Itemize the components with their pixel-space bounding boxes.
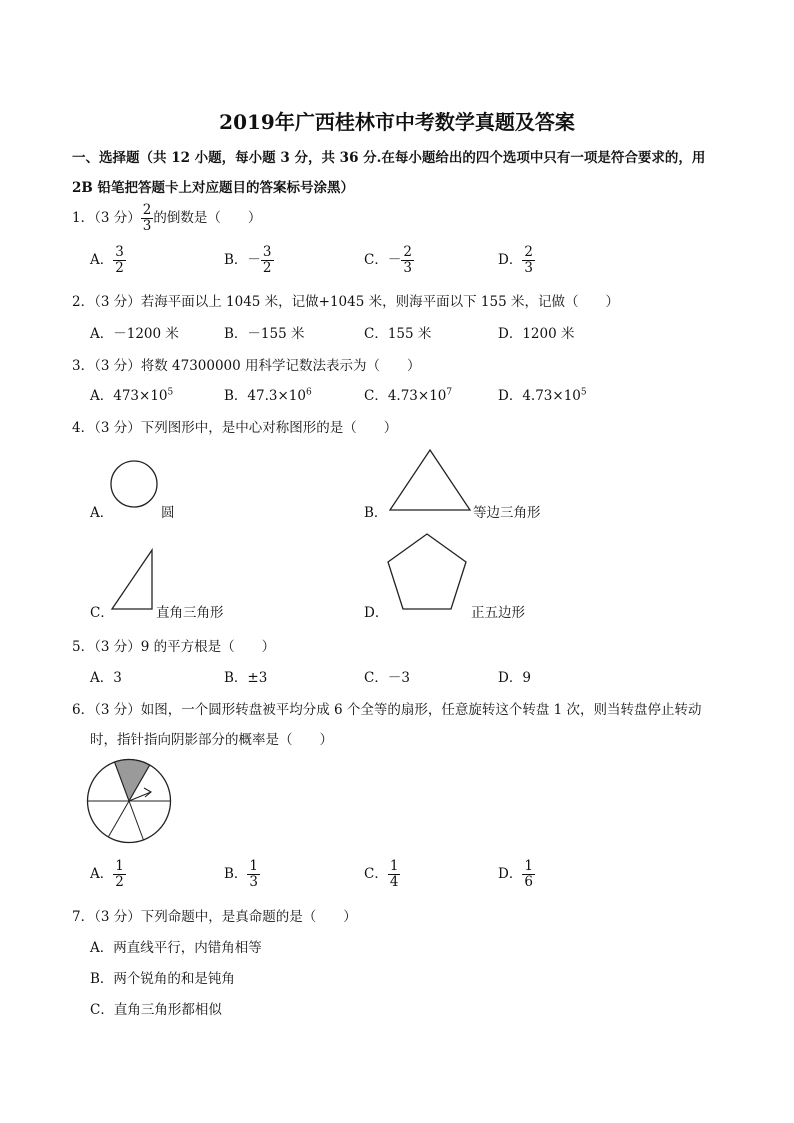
question-4-option-a-caption: 圆	[161, 505, 175, 521]
fraction-denominator: 2	[115, 873, 124, 890]
question-2-option-b[interactable]: B．－155 米	[224, 326, 305, 342]
question-3-option-d[interactable]	[498, 384, 587, 404]
question-6-option-a[interactable]	[90, 860, 126, 889]
question-3-option-b[interactable]	[224, 384, 312, 404]
fraction-numerator: 1	[389, 858, 399, 874]
option-label: C．	[364, 866, 388, 882]
fraction-denominator: 3	[403, 259, 412, 276]
option-label: A．	[90, 252, 114, 268]
fraction-denominator: 6	[524, 873, 533, 890]
question-1-option-c[interactable]	[364, 246, 414, 275]
fraction-numerator: 1	[524, 858, 533, 874]
question-6-option-d[interactable]	[498, 860, 535, 889]
question-6-line2: 时，指针指向阴影部分的概率是（ ）	[90, 732, 333, 748]
question-2: 2．（3 分）若海平面以上 1045 米，记做+1045 米，则海平面以下 155 米，记做（ ）	[72, 294, 619, 310]
fraction-numerator: 1	[115, 858, 124, 874]
option-label: B．	[224, 866, 248, 882]
regular-pentagon-figure	[386, 532, 468, 612]
fraction-numerator: 2	[403, 244, 412, 260]
option-label: C．4.73×10	[364, 388, 447, 404]
question-4-option-c-label[interactable]: C．	[90, 605, 114, 621]
question-1-option-a[interactable]	[90, 246, 126, 275]
question-2-option-a[interactable]: A．－1200 米	[90, 326, 179, 342]
question-1-prefix: 1．（3 分）	[72, 210, 141, 226]
option-sign: －	[387, 252, 402, 268]
circle-figure	[110, 460, 160, 510]
page-title: 2019年广西桂林市中考数学真题及答案	[219, 110, 575, 134]
question-5-option-a[interactable]: A．3	[90, 670, 122, 686]
fraction-denominator: 3	[142, 217, 152, 234]
option-label: A．473×10	[90, 388, 168, 404]
fraction-denominator: 4	[389, 873, 399, 890]
question-5-option-b[interactable]: B．±3	[224, 670, 268, 686]
option-label: B．	[224, 252, 248, 268]
question-4-option-a-label[interactable]: A．	[90, 505, 114, 521]
fraction-numerator: 2	[524, 244, 533, 260]
option-fraction	[522, 860, 535, 889]
section-heading-line2: 2B 铅笔把答题卡上对应题目的答案标号涂黑）	[72, 180, 355, 196]
fraction-numerator: 3	[115, 244, 124, 260]
equilateral-triangle-figure	[388, 448, 472, 514]
question-3-option-c[interactable]	[364, 384, 452, 404]
fraction-numerator: 2	[142, 202, 152, 218]
option-fraction	[247, 860, 260, 889]
question-4-option-d-label[interactable]: D．	[364, 605, 389, 621]
option-label: D．4.73×10	[498, 388, 581, 404]
question-1-fraction	[141, 204, 154, 233]
question-1-option-b[interactable]	[224, 246, 274, 275]
question-7: 7．（3 分）下列命题中，是真命题的是（ ）	[72, 909, 357, 925]
question-2-option-d[interactable]: D．1200 米	[498, 326, 575, 342]
option-label: D．	[498, 252, 523, 268]
fraction-denominator: 3	[249, 873, 259, 890]
question-4-option-c-caption: 直角三角形	[156, 605, 224, 621]
right-triangle-figure	[110, 548, 156, 612]
question-7-option-c[interactable]: C．直角三角形都相似	[90, 1002, 222, 1018]
question-1	[72, 204, 261, 233]
question-7-option-b[interactable]: B．两个锐角的和是钝角	[90, 971, 235, 987]
option-fraction	[113, 246, 126, 275]
fraction-denominator: 3	[524, 259, 533, 276]
section-heading-line1: 一、选择题（共 12 小题，每小题 3 分，共 36 分.在每小题给出的四个选项中只有一项是符合要求的，用	[72, 150, 706, 166]
question-5: 5．（3 分）9 的平方根是（ ）	[72, 639, 276, 655]
question-5-option-d[interactable]: D．9	[498, 670, 531, 686]
fraction-numerator: 1	[249, 858, 259, 874]
question-1-suffix: 的倒数是（ ）	[153, 210, 262, 226]
exponent: 5	[167, 387, 174, 398]
question-2-option-c[interactable]: C．155 米	[364, 326, 432, 342]
question-4: 4．（3 分）下列图形中，是中心对称图形的是（ ）	[72, 420, 398, 436]
question-4-option-b-label[interactable]: B．	[364, 505, 388, 521]
option-label: B．47.3×10	[224, 388, 306, 404]
option-sign: －	[247, 252, 261, 268]
question-7-option-a[interactable]: A．两直线平行，内错角相等	[90, 940, 262, 956]
question-4-option-b-caption: 等边三角形	[473, 505, 541, 521]
option-fraction	[388, 860, 401, 889]
question-6-option-c[interactable]	[364, 860, 400, 889]
fraction-numerator: 3	[262, 244, 272, 260]
question-1-option-d[interactable]	[498, 246, 535, 275]
question-3-option-a[interactable]	[90, 384, 173, 404]
question-6-option-b[interactable]	[224, 860, 260, 889]
question-6-line1: 6．（3 分）如图，一个圆形转盘被平均分成 6 个全等的扇形，任意旋转这个转盘 1 次，则当转盘停止转动	[72, 702, 702, 718]
fraction-denominator: 2	[115, 259, 124, 276]
question-5-option-c[interactable]: C．－3	[364, 670, 410, 686]
exponent: 7	[446, 387, 453, 398]
option-fraction	[401, 246, 414, 275]
fraction-denominator: 2	[262, 259, 272, 276]
option-fraction	[522, 246, 535, 275]
option-label: D．	[498, 866, 523, 882]
exponent: 5	[580, 387, 587, 398]
option-fraction	[113, 860, 126, 889]
exponent: 6	[305, 387, 312, 398]
option-label: A．	[90, 866, 114, 882]
spinner-figure	[90, 758, 168, 844]
question-3: 3．（3 分）将数 47300000 用科学记数法表示为（ ）	[72, 358, 421, 374]
pointer-arrowhead-icon	[144, 788, 151, 797]
question-4-option-d-caption: 正五边形	[471, 605, 525, 621]
option-fraction	[261, 246, 274, 275]
option-label: C．	[364, 252, 388, 268]
